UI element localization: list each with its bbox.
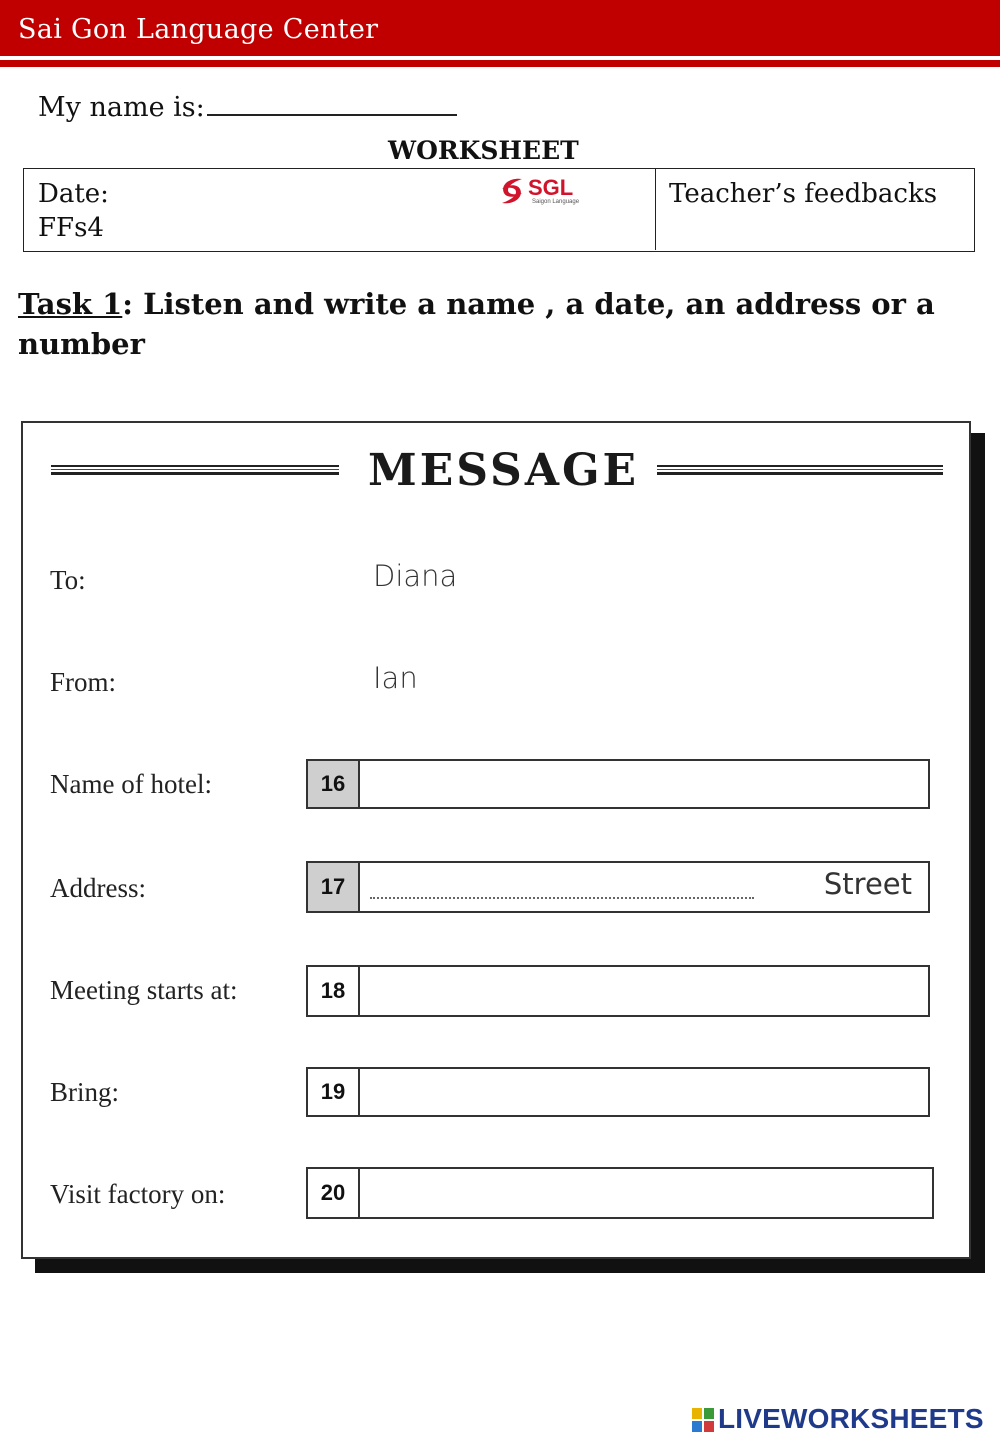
field-label-visit: Visit factory on: xyxy=(50,1179,226,1209)
logo-text: SGL xyxy=(528,175,574,200)
answer-box-20[interactable] xyxy=(306,1167,934,1219)
header-band xyxy=(0,0,1000,56)
title-rule-right xyxy=(657,465,943,475)
answer-box-19[interactable] xyxy=(306,1067,930,1117)
worksheet-title: WORKSHEET xyxy=(388,136,579,165)
question-number-20: 20 xyxy=(308,1169,360,1217)
task-label: Task 1 xyxy=(18,287,123,321)
info-left-cell xyxy=(24,169,656,250)
info-table xyxy=(23,168,975,252)
student-name-row xyxy=(38,88,457,123)
question-number-19: 19 xyxy=(308,1069,360,1115)
answer-box-16[interactable] xyxy=(306,759,930,809)
message-card xyxy=(21,421,971,1259)
field-label-bring: Bring: xyxy=(50,1077,120,1107)
to-value: Diana xyxy=(373,559,458,593)
field-label-hotel: Name of hotel: xyxy=(50,769,212,799)
class-code: FFs4 xyxy=(38,213,104,243)
from-value: Ian xyxy=(373,661,418,695)
sgl-swoosh-icon xyxy=(494,173,530,209)
title-rule-left xyxy=(51,465,339,475)
question-number-17: 17 xyxy=(308,863,360,911)
field-label-address: Address: xyxy=(50,873,146,903)
answer-box-18[interactable] xyxy=(306,965,930,1017)
header-rule xyxy=(0,60,1000,67)
sgl-logo xyxy=(494,173,594,209)
address-dotted-line xyxy=(370,897,754,899)
question-number-18: 18 xyxy=(308,967,360,1015)
liveworksheets-icon xyxy=(692,1408,714,1432)
name-input-blank[interactable] xyxy=(207,88,457,116)
liveworksheets-logo xyxy=(692,1403,992,1437)
center-name: Sai Gon Language Center xyxy=(18,14,379,45)
task-instruction xyxy=(18,284,978,364)
from-label: From: xyxy=(50,667,117,697)
field-label-meeting: Meeting starts at: xyxy=(50,975,238,1005)
message-title: MESSAGE xyxy=(368,445,640,496)
to-label: To: xyxy=(50,565,86,595)
date-label: Date: xyxy=(38,179,109,209)
answer-box-17[interactable] xyxy=(306,861,930,913)
liveworksheets-brand: LIVEWORKSHEETS xyxy=(718,1403,984,1434)
name-label: My name is: xyxy=(38,92,205,123)
task-text: : Listen and write a name , a date, an address or a number xyxy=(18,287,935,361)
question-number-16: 16 xyxy=(308,761,360,807)
address-suffix: Street xyxy=(823,867,912,901)
logo-subtext: Saigon Language xyxy=(532,199,580,205)
teacher-feedback-label: Teacher’s feedbacks xyxy=(669,179,938,209)
